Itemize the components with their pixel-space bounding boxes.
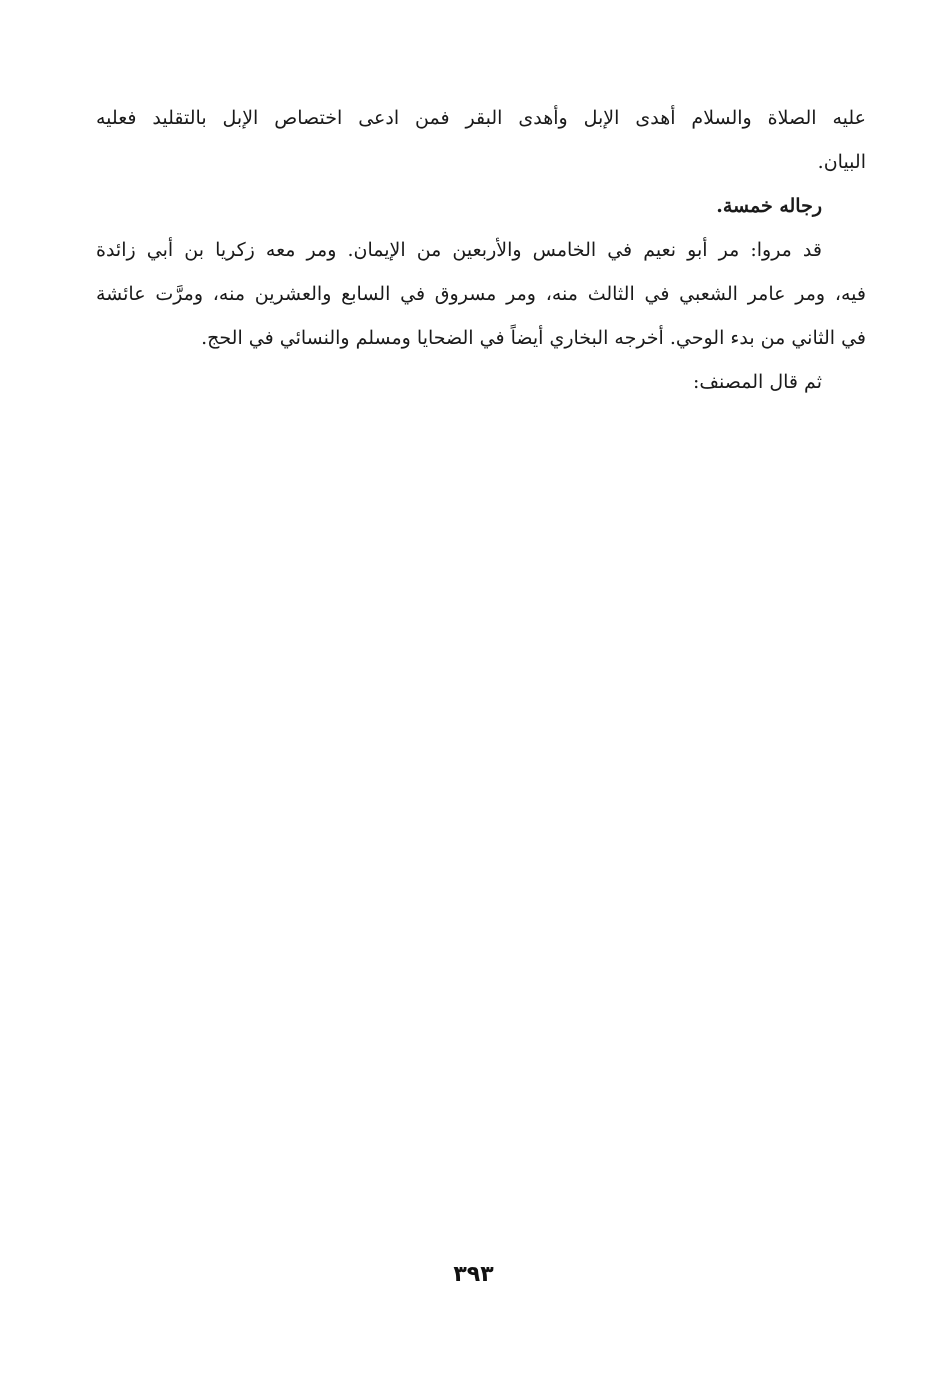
section-heading: رجاله خمسة. [716, 195, 822, 217]
text-line: عليه الصلاة والسلام أهدى الإبل وأهدى البقر فمن ادعى اختصاص الإبل بالتقليد فعليه [96, 107, 866, 129]
closing-line: ثم قال المصنف: [692, 371, 822, 393]
paragraph-continuation [96, 96, 866, 184]
text-line: في الثاني من بدء الوحي. أخرجه البخاري أيضاً في الضحايا ومسلم والنسائي في الحج. [201, 327, 866, 349]
text-line: البيان. [817, 151, 866, 173]
text-line: فيه، ومر عامر الشعبي في الثالث منه، ومر مسروق في السابع والعشرين منه، ومرَّت عائشة [96, 283, 866, 305]
text-line: قد مروا: مر أبو نعيم في الخامس والأربعين من الإيمان. ومر معه زكريا بن أبي زائدة [96, 239, 822, 261]
page-body [96, 96, 866, 404]
paragraph-narrators [96, 228, 866, 360]
page-number: ٣٩٣ [453, 1262, 494, 1287]
